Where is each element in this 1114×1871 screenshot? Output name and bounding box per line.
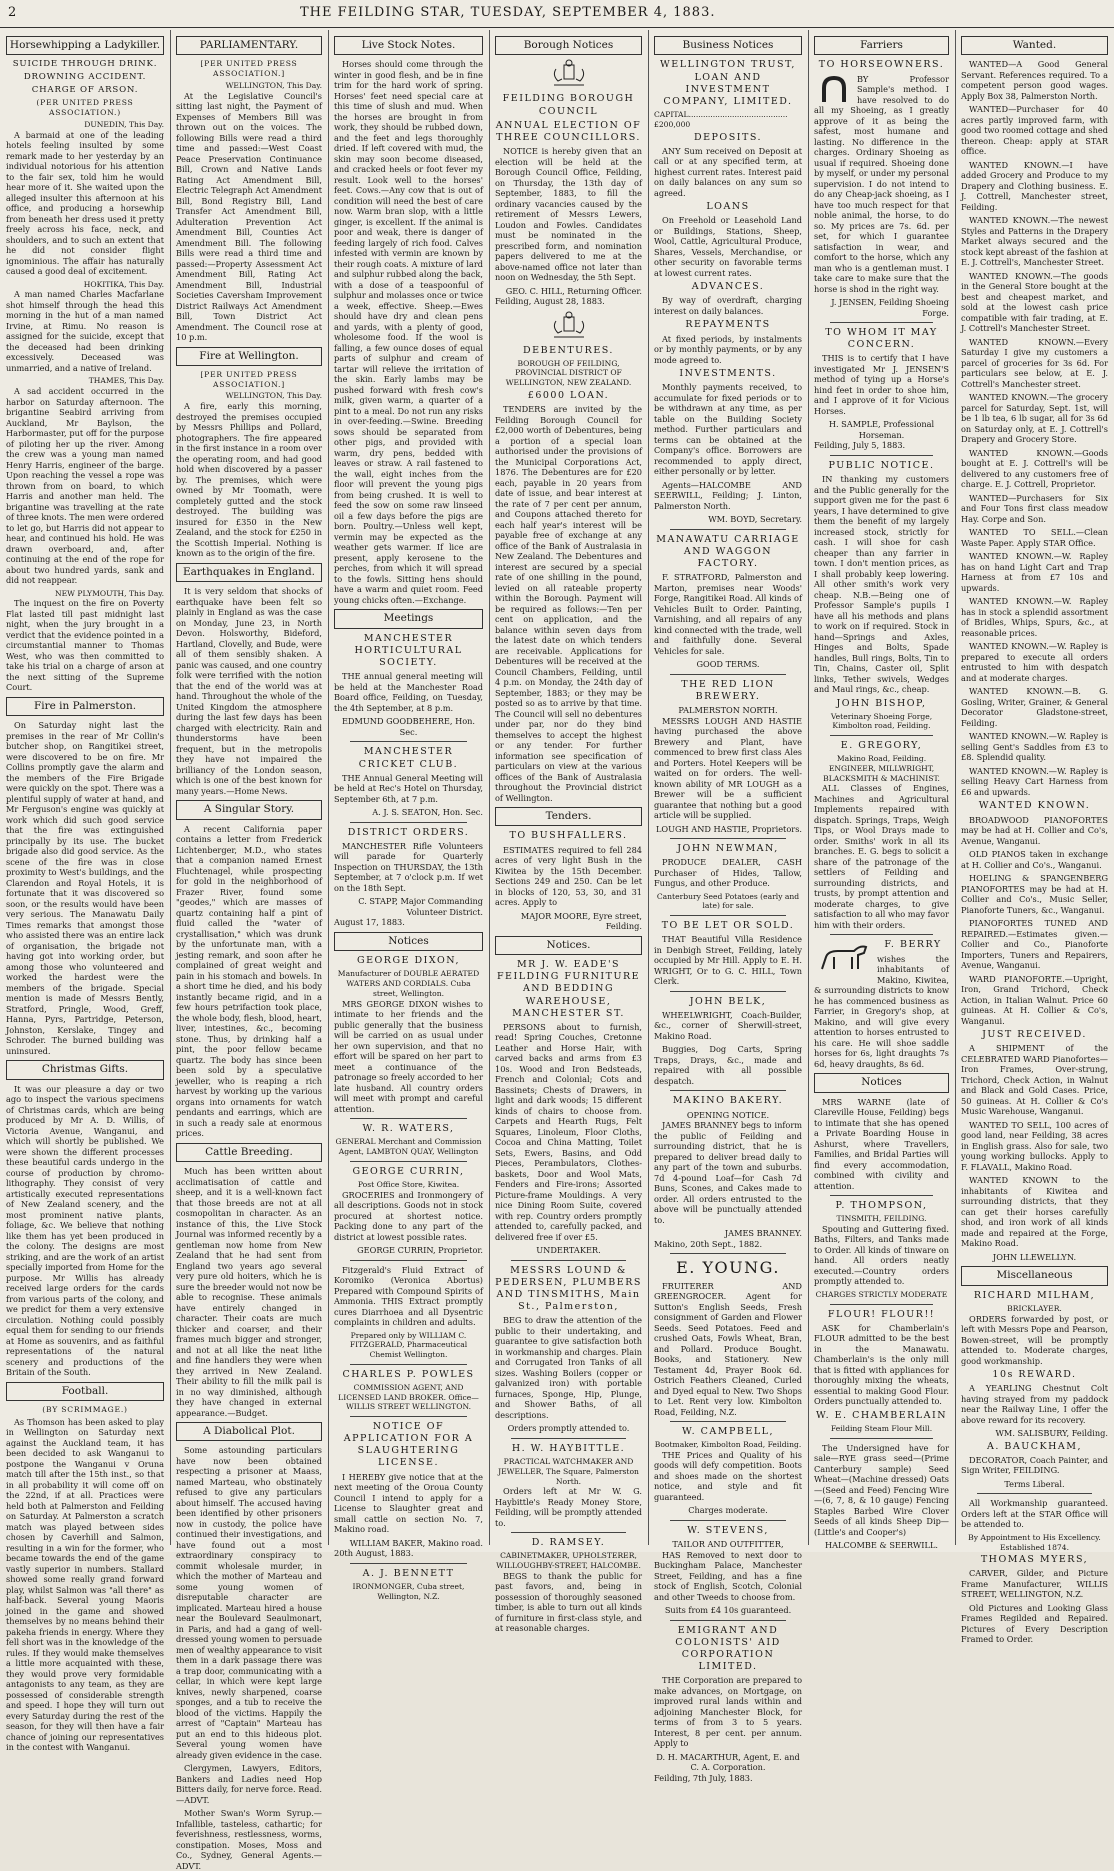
ad-text: THIS is to certify that I have investigated Mr J. JENSEN'S method of tying up a Horse's hind feet in order to shoe him, and I approve of it for Vicious Horses.	[814, 353, 949, 416]
ad-signature: C. STAPP, Major Commanding Volunteer District.	[358, 896, 483, 917]
ad-subtitle: GENERAL Merchant and Commission Agent, LAMBTON QUAY, Wellington	[335, 1137, 482, 1156]
masthead	[0, 0, 1114, 28]
ad-title: FEILDING BOROUGH COUNCIL	[502, 93, 635, 117]
ad-title: TO BE LET OR SOLD.	[661, 920, 795, 932]
ad-title: MANAWATU CARRIAGE AND WAGGON FACTORY.	[656, 533, 800, 570]
ad-footer: GOOD TERMS.	[696, 659, 760, 670]
ad-title: DEPOSITS.	[693, 131, 763, 143]
wanted-ad: WANTED—A Good General Servant. References required. To a competent person good wages. Apply Box 38, Palmerston North.	[961, 59, 1108, 101]
ad-title: P. THOMPSON,	[835, 1200, 928, 1212]
wanted-ad: WANTED KNOWN.—Every Saturday I give my customers a parcel of groceries for 3s 6d. For particulars see below, at E. J. Cottrell's Manchester street.	[961, 336, 1108, 389]
article-paragraph: A man named Charles Macfarlane shot himself through the head this morning in the hut of a man named Irvine, at Rimu. No reason is assigned for the suicide, except that the deceased had been drinking excessively. Deceased was unmarried, and a native of Ireland.	[6, 289, 164, 373]
ad-subtitle: BOROUGH OF FEILDING, PROVINCIAL DISTRICT OF WELLINGTON, NEW ZEALAND.	[505, 358, 632, 388]
headline-live-stock: Live Stock Notes.	[334, 36, 483, 55]
ad-title: W. CAMPBELL,	[682, 1426, 774, 1438]
headline-horsewhipping: Horsewhipping a Ladykiller.	[6, 36, 164, 55]
ad-title: ADVANCES.	[691, 281, 765, 293]
ad-subtitle: OPENING NOTICE.	[686, 1109, 770, 1120]
masthead-title: THE FEILDING STAR, TUESDAY, SEPTEMBER 4, 1883.	[300, 5, 716, 20]
ad-text: NOTICE is hereby given that an election will be held at the Borough Council Office, Feilding, on Thursday, the 13th day of September, 1883, to fill the ordinary vacancies caused by the retirement of Messrs Lewers, Loudon and Fowles. Candidates must be nominated in the prescribed form, and nomination papers delivered to me at the above-named office not later than noon on Wednesday, the 5th Sept.	[495, 146, 642, 283]
ad-text: THE Prices and Quality of his goods will defy competition. Boots and shoes made on the shortest notice, and style and fit guaranteed.	[654, 1449, 802, 1502]
ad-date: Feilding, August 28, 1883.	[495, 296, 605, 307]
dateline: WELLINGTON, This Day.	[225, 80, 322, 90]
ad-text: I HEREBY give notice that at the next meeting of the Oroua County Council I intend to apply for a License to Slaughter great and small cattle on section No. 7, Makino road.	[334, 1471, 483, 1535]
ad-signature: WILLIAM BAKER, Makino road.	[349, 1537, 483, 1548]
ad-text: ANY Sum received on Deposit at call or at any specified term, at highest current rates. Interest paid on daily balances on any sum so agreed.	[654, 145, 802, 198]
ad-title: GEORGE CURRIN,	[352, 1165, 465, 1177]
ad-text: PERSONS about to furnish, read! Spring Couches, Cretonne Leather and Horse Hair, with carved backs and arms from £3 10s. Wood and Iron Bedsteads, French and Colonial; Cots and Bassinets; Chests of Drawers, in light and dark woods; 15 different kinds of chairs to choose from. Carpets and Hearth Rugs, Felt Squares, Linoleum, Floor Cloths, Cocoa and China Matting, Toilet Sets, Ewers, Basins, and Odd Pieces, Perambulators, Clothes-baskets, Door and Wool Mats, Fenders and Fire-irons; Assorted Picture-frame Mouldings. A very nice Dining Room Suite, covered with rep. Country orders promptly attended to, carefully packed, and delivered free if over £5.	[495, 1021, 642, 1242]
ad-text: wishes the inhabitants of Makino, Kiwitea, & surrounding districts to know he has commenced business as Farrier, in Gregory's shop, at Makino, and will give every attention to horses entrusted to his care. He will shoe saddle horses for 6s, light draughts 7s 6d, heavy draughts, 8s 6d.	[814, 953, 949, 1069]
ad-title: W. R. WATERS,	[362, 1123, 455, 1135]
ad-title: D. RAMSEY.	[531, 1537, 606, 1549]
ad-text: F. STRATFORD, Palmerston and Marton, premises near Woods' Forge, Rangitikei Road. All kinds of Vehicles Built to Order. Painting, Varnishing, and all repairs of any kind connected with the trade, well and faithfully done. Several Vehicles for sale.	[654, 572, 802, 656]
article-paragraph: A sad accident occurred in the harbor on Saturday afternoon. The brigantine Seabird arriving from Auckland, Mr Baylson, the Harbormaster, put off for the purpose of piloting her up the river. Among the crew was a young man named Henry Harris, engineer of the barge. Upon reaching the vessel a rope was thrown from on board, to which Harris and another man held. The brigantine was travelling at the rate of three knots. The men were ordered to let go, but Harris did not appear to hear, and continued his hold. He was drawn overboard, and, after continuing at the end of the rope for about two hundred yards, sank and did not reappear.	[6, 386, 165, 586]
press-credit: [PER UNITED PRESS ASSOCIATION.]	[200, 59, 298, 79]
headline-fire-palmerston: Fire in Palmerston.	[6, 697, 164, 716]
column-5	[648, 32, 808, 1783]
headline-singular-story: A Singular Story.	[176, 800, 322, 819]
ad-capital: CAPITAL.........................................£200,000	[654, 110, 788, 129]
ad-text: THAT Beautiful Villa Residence in Denbigh Street, Feilding, lately occupied by Mr Hill. Apply to E. H. WRIGHT, Or to G. C. HILL, Town Clerk.	[654, 934, 802, 987]
section-notices: Notices	[334, 932, 483, 951]
ad-title: TO HORSEOWNERS.	[818, 59, 945, 71]
ad-subtitle: Makino Road, Feilding. ENGINEER, MILLWRIGHT, BLACKSMITH & MACHINIST.	[823, 754, 940, 783]
ad-title: H. W. HAYBITTLE.	[511, 1442, 626, 1454]
ad-text: A SHIPMENT of the CELEBRATED WARD Pianofortes—Iron Frames, Over-strung, Trichord, Check Action, in Walnut and Black and Gold Cases. Price, 50 guineas. At H. Collier & Co's Music Warehouse, Wanganui.	[961, 1043, 1108, 1117]
ad-text: BROADWOOD PIANOFORTES may be had at H. Collier and Co's, Avenue, Wanganui.	[961, 814, 1108, 846]
column-2	[170, 32, 328, 1871]
ad-subtitle: BRICKLAYER.	[1007, 1303, 1062, 1313]
ad-title: DISTRICT ORDERS.	[347, 826, 470, 838]
ad-title: PUBLIC NOTICE.	[828, 459, 935, 471]
ad-title: E. GREGORY,	[840, 740, 923, 752]
wanted-ad: WANTED—Purchasers for Six and Four Tons first class meadow Hay. Corpe and Son.	[961, 492, 1108, 524]
section-notices: Notices.	[495, 936, 642, 955]
section-tenders: Tenders.	[495, 807, 642, 826]
ad-title: REPAYMENTS	[685, 319, 771, 331]
ad-text: MANCHESTER Rifle Volunteers will parade for Quarterly Inspection on THURSDAY, the 13th September, at 7 o'clock p.m. If wet on the 18th Sept.	[334, 840, 483, 893]
ad-signature: H. SAMPLE, Professional Horseman.	[828, 419, 935, 440]
ad-subtitle: COMMISSION AGENT, AND LICENSED LAND BROKER. Office—WILLIS STREET WELLINGTON.	[338, 1382, 479, 1412]
ad-date: Makino, 20th Sept., 1882.	[654, 1238, 763, 1249]
byline: (BY SCRIMMAGE.)	[42, 1405, 128, 1415]
article-paragraph: A recent California paper contains a letter from Frederick Lichtenberger, M.D., who states that a companion named Ernest Fluchtenagel, while prospecting for gold in the neighborhood of Frazer River, found some "geodes," which are masses of quartz containing half a pint of fluid called the "water of crystallisation," which was drunk by the unfortunate man, with a jesting remark, and soon after he complained of great weight and pain in his stomach and bowels. In a short time he died, and his body instantly became rigid, and in a few hours petrifaction took place, the whole body, flesh, blood, heart, liver, intestines, &c., becoming stone. Thus, by drinking half a pint, the poor fellow became quartz. The body has since been been sold by a speculative jeweller, who is reaping a rich harvest by working up the various organs into ornaments for watch pendants and earrings, which are in such a ready sale at enormous prices.	[176, 823, 322, 1139]
ad-subtitle: UNDERTAKER.	[536, 1245, 601, 1256]
ad-title: WANTED KNOWN.	[978, 800, 1091, 812]
wanted-ad: WANTED KNOWN.—I have added Grocery and Produce to my Drapery and Clothing business. E. J. Cottrell, Manchester street, Feilding.	[961, 159, 1108, 212]
ad-title: FLOUR! FLOUR!!	[827, 1308, 936, 1320]
ad-text: BY Professor Sample's method. I have resolved to do all my Shoeing, as I greatly approve of it as being the safest, most humane and lasting. No difference in the charges. Ordinary Shoeing as usual if required. Shoeing done by myself, or under my personal supervision. I do not intend to do any Cheap-jack shoeing, as I have too much respect for that noble animal, the horse, to do so. My prices are 7s. 6d. per set, for which I guarantee satisfaction in wear, and comfort to the horse, which any man who is a gentleman must. I take care to make sure that the horse is shod in the right way.	[814, 73, 949, 294]
subhead: SUICIDE THROUGH DRINK.	[12, 59, 158, 70]
ad-subtitle: PALMERSTON NORTH.	[678, 705, 778, 716]
ad-text: WHEELWRIGHT, Coach-Builder, &c., corner of Sherwill-street, Makino Road.	[654, 1009, 802, 1041]
ad-footer: Orders promptly attended to.	[507, 1423, 630, 1434]
wanted-ad: WANTED KNOWN.—The goods in the General Store bought at the best and cheapest market, and sold at the lowest cash price compatible with fair trading, at E. J. Cottrell's Manchester Street.	[961, 270, 1108, 334]
ad-title: W. STEVENS,	[687, 1524, 769, 1536]
headline-diabolical-plot: A Diabolical Plot.	[176, 1422, 322, 1441]
ad-title: JOHN BELK,	[689, 995, 767, 1007]
ad-subtitle: Post Office Store, Kiwitea.	[357, 1179, 460, 1189]
ad-subtitle: PRACTICAL WATCHMAKER AND JEWELLER, The Square, Palmerston North.	[498, 1457, 639, 1486]
wanted-list	[961, 59, 1108, 797]
wanted-ad: WANTED TO SELL.—Clean Waste Paper. Apply STAR Office.	[961, 527, 1108, 548]
ad-title: JUST RECEIVED.	[982, 1029, 1087, 1041]
ad-signature: HALCOMBE & SEERWILL.	[824, 1540, 938, 1551]
ad-text: PIANOFORTES TUNED AND REPAIRED.—Estimates given.—Collier and Co., Pianoforte Importers, Tuners and Repairers, Avenue, Wanganui.	[961, 918, 1108, 971]
article-paragraph: A fire, early this morning, destroyed the premises occupied by Messrs Phillips and Pollard, photographers. The fire appeared in the first instance in a room over the operating room, and had good hold when discovered by a passer by. The premises, which were owned by Mr Toomath, were completely gutted and the stock destroyed. The building was insured for £350 in the New Zealand, and the stock for £250 in the Scottish Imperial. Nothing is known as to the origin of the fire.	[176, 401, 322, 559]
ad-text: OLD PIANOS taken in exchange at H. Collier and Co's., Wanganui.	[961, 849, 1108, 870]
ad-title: TO WHOM IT MAY CONCERN.	[825, 327, 938, 351]
subhead: DROWNING ACCIDENT.	[23, 72, 147, 83]
wanted-ad: WANTED KNOWN.—W. Rapley is prepared to execute all orders entrusted to him with despatch and at moderate charges.	[961, 641, 1108, 683]
ad-signature: WM. SALISBURY, Feilding.	[995, 1428, 1108, 1439]
ad-text: WARD PIANOFORTE.—Upright, Iron, Grand Trichord, Check Action, in Italian Walnut. Price 60 guineas. At H. Collier & Co's, Wanganui.	[961, 973, 1108, 1026]
ad-text: ASK for Chamberlain's FLOUR admitted to be the best in the Manawatu. Chamberlain's is the only mill that is fitted with appliances for thoroughly mixing the wheats, essential to making Good Flour. Orders punctually attended to.	[814, 1322, 949, 1407]
ad-title: WELLINGTON TRUST, LOAN AND INVESTMENT COMPANY, LIMITED.	[660, 59, 796, 107]
ad-text: IN thanking my customers and the Public generally for the support given me for the past 6 years, I have determined to give them the benefit of my largely increased stock, strictly for cash. I will shoe for cash cheaper than any farrier in town. I don't mention prices, as I shall probably keep lowering. All other smith's work very cheap. N.B.—Being one of Professor Sample's pupils I have all his methods and plans to work on if required. Stock in hand—Springs and Axles, Hinges and Bolts, Spade handles, Bull rings, Bolts, Tin to Tin, Chains, Caster oil, Split links, Tether swivels, Wedges and Maul rings, &c., cheap.	[814, 474, 949, 695]
section-miscellaneous: Miscellaneous	[961, 1266, 1108, 1285]
wanted-ad: WANTED KNOWN.—Goods bought at E. J. Cottrell's will be delivered to any customers free of charge. E. J. Cottrell, Proprietor.	[961, 447, 1108, 490]
ad-text: On Freehold or Leasehold Land or Buildings, Stations, Sheep, Wool, Cattle, Agricultural Produce, Shares, Vessels, Merchandise, or other security on favorable terms at lowest current rates.	[654, 215, 802, 278]
ad-text: Agents—HALCOMBE AND SEERWILL, Feilding; J. Linton, Palmerston North.	[654, 479, 802, 511]
article-paragraph: It is very seldom that shocks of earthquake have been felt so plainly in England as was the case on Monday, June 23, in North Devon. Holsworthy, Bideford, Hartland, Clovelly, and Bude, were all of them sensibly shaken. A panic was caused, and one country folk were terrified with the notion that the end of the world was at hand. Throughout the whole of the United Kingdom the atmosphere during the last few days has been charged with electricity. Rain and thunderstorms have been frequent, but in the metropolis they have not impaired the brilliancy of the London season, which is one of the best known for many years.—Home News.	[176, 586, 322, 796]
ad-text: THE Corporation are prepared to make advances, on Mortgage, on improved rural lands within and adjoining Manchester Block, for terms of from 3 to 5 years. Interest, 8 per cent. per annum. Apply to	[654, 1675, 802, 1749]
ad-text: GROCERIES and Ironmongery of all descriptions. Goods not in stock procured at shortest notice. Packing done to any part of the district at lowest possible rates.	[334, 1189, 483, 1242]
section-wanted: Wanted.	[961, 36, 1108, 55]
ad-title: A. BAUCKHAM,	[986, 1440, 1082, 1452]
ad-text: THE annual general meeting will be held at the Manchester Road Board office, Feilding, on Tuesday, the 4th September, at 8 p.m.	[334, 671, 483, 713]
article-paragraph: Horses should come through the winter in good flesh, and be in fine trim for the hard work of spring. Horses' feet need special care at this time of slush and mud. When the horses are brought in from work, they should be rubbed down, and the feet and legs thoroughly dried. If left covered with mud, the skin may soon become diseased, and cracked heels or foot fever my result. Look well to the horses' feet. Cows.—Any cow that is out of condition will need the best of care now. Warm bran slop, with a little ginger, is excellent. If the animal is poor and weak, there is danger of feeding largely of rich food. Calves infested with vermin are known by their rough coats. A mixture of lard and sulphur rubbed along the back, with a dose of a teaspoonful of sulphur and molasses once or twice a week, effective. Sheep.—Ewes should have dry and clean pens and yards, with a plenty of good, wholesome food. If the wool is falling, a few ounce doses of equal parts of sulphur and cream of tartar will relieve the irritation of the skin. Early lambs may be pushed forward with fresh cow's milk, given warm, a quarter of a pint to a meal. Do not run any risks in over-feeding.—Swine. Breeding sows should be separated from other pigs, and provided with warm, dry pens, bedded with leaves or straw. A rail fastened to the wall, eight inches from the floor will prevent the young pigs from being crushed. It is well to feed the sow on some raw linseed oil a few days before the pigs are born. Poultry.—Unless well kept, vermin may be expected as the weather gets warmer. If lice are present, apply kerosene to the perches, from which it will spread to the fowls. Sitting hens should have a warm and quiet room. Feed young chicks often.—Exchange.	[334, 59, 483, 605]
horseshoe-icon	[814, 74, 854, 104]
ad-text: THE Annual General Meeting will be held at Rec's Hotel on Thursday, September 6th, at 7 p.m.	[334, 772, 483, 804]
ad-text: Spouting and Guttering fixed. Baths, Filters, and Tanks made to Order. All kinds of tinware on hand. All orders neatly executed.—Country orders promptly attended to.	[814, 1223, 949, 1287]
article-paragraph: On Saturday night last the premises in the rear of Mr Collin's butcher shop, on Rangitikei street, were discovered to be on fire. Mr Collins promptly gave the alarm and the members of the Fire Brigade were quickly on the spot. There was a plentiful supply of water at hand, and Mr Ferguson's engine was quickly at work which did such good service that the fire was extinguished principally by its use. The bucket brigade also did good service. As the scene of the fire was in close proximity to West's buildings, and the Clarendon and Royal Hotels, it is fortunate that it was discovered so soon, or the results would have been very serious. The Manawatu Daily Times remarks that amongst those who assisted there was an entire lack of organisation, the brigade not having got into working order, but among those who volunteered and worked the hardest were the members of the brigade. Special mention is made of Messrs Bently, Stratford, Pringle, Wood, Greff, Hanna, Pyrs, Partridge, Peterson, Johnston, Kerslake, Tingey and Schroder. The burned building was uninsured.	[6, 720, 164, 1056]
ad-text: Fitzgerald's Fluid Extract of Koromiko (Veronica Abortus) Prepared with Compound Spirits of Ammonia. THIS Extract promptly cures Diarrhoea and all Dysentric complaints in children and adults.	[334, 1264, 483, 1328]
ad-signature: LOUGH AND HASTIE, Proprietors.	[655, 823, 802, 834]
ad-signature: JOHN LLEWELLYN.	[992, 1251, 1077, 1262]
article-paragraph: The inquest on the fire on Poverty Flat lasted till past midnight last night, when the jury brought in a verdict that the evidence pointed in a circumstantial manner to Thomas West, who was then committed to take his trial on a charge of arson at the next sitting of the Supreme Court.	[6, 598, 164, 693]
ad-subtitle: TINSMITH, FEILDING.	[836, 1214, 927, 1224]
ad-subtitle: Veterinary Shoeing Forge, Kimbolton road, Feilding.	[830, 711, 933, 731]
coat-of-arms-icon	[546, 59, 592, 89]
ad-title: E. YOUNG.	[676, 1258, 780, 1278]
press-credit: [PER UNITED PRESS ASSOCIATION.]	[200, 370, 298, 389]
headline-christmas-gifts: Christmas Gifts.	[6, 1060, 164, 1079]
ad-title: F. BERRY	[884, 939, 942, 951]
advert-line: Clergymen, Lawyers, Editors, Bankers and Ladies need Hop Bitters daily, for nerve force. Read.—ADVT.	[176, 1763, 322, 1805]
wanted-ad: WANTED—Purchaser for 40 acres partly improved farm, with good two roomed cottage and shed thereon. Cheap: apply at STAR office.	[961, 104, 1108, 157]
ad-text: Orders left at Mr W. G. Haybittle's Ready Money Store, Feilding, will be promptly attended to.	[495, 1486, 642, 1528]
wanted-ad: WANTED KNOWN.—W. Rapley is selling Heavy Cart Harness from £6 and upwards.	[961, 765, 1108, 797]
ad-title: A. J. BENNETT	[362, 1567, 455, 1579]
ad-title: MR J. W. EADE'S FEILDING FURNITURE AND BEDDING WAREHOUSE, MANCHESTER ST.	[496, 959, 641, 1019]
ad-text: The Undersigned have for sale—RYE grass seed—(Prime Canterbury sample) Seed Wheat—(Machine dressed) Oats—(Seed and Feed) Fencing Wire—(6, 7, 8, & 10 gauge) Fencing Staples Barbed Wire Clover Seeds of all kinds Sheep Dip—(Little's and Cooper's)	[814, 1442, 949, 1537]
ad-text: BEGS to thank the public for past favors, and, being in possession of thoroughly seasoned timber, is able to turn out all kinds of furniture in first-class style, and at reasonable charges.	[495, 1570, 642, 1634]
ad-date: August 17, 1883.	[334, 917, 405, 928]
ad-text: A YEARLING Chestnut Colt having strayed from my paddock near the Railway Line, I offer the above reward for its recovery.	[961, 1383, 1108, 1425]
ad-text: Old Pictures and Looking Glass Frames Regilded and Repaired. Pictures of Every Description Framed to Order.	[961, 1602, 1108, 1645]
ad-text: JAMES BRANNEY begs to inform the public of Feilding and surrounding district, that he is prepared to deliver bread daily to any part of the town and suburbs. 7d 4-pound Loaf—for Cash 7d Buns, Scones, and Cakes made to order. All orders entrusted to the above will be punctually attended to.	[654, 1120, 802, 1225]
ad-title: ANNUAL ELECTION OF THREE COUNCILLORS.	[495, 119, 642, 143]
ad-title: GEORGE DIXON,	[357, 955, 460, 967]
article-paragraph: Some astounding particulars have now been obtained respecting a prisoner at Maass, named Marteau, who obstinately refused to give any particulars about himself. The accused having been identified by other prisoners now in custody, the police have continued their investigations, and have found out a most extraordinary conspiracy to commit wholesale murder, in which the mother of Marteau and some young women of disreputable character are implicated. Marteau hired a house near the Boulevard Seaulmonart, in Paris, and had a gang of well-dressed young women to persuade men of wealthy appearance to visit them in a dark passage there was a trap door, communicating with a cellar, in which were kept large knives, newly sharpened, coarse sponges, and a tub to receive the blood of the victims. Happily the arrest of "Captain" Marteau has put an end to this hideous plot. Several young women have already given evidence in the case.	[176, 1445, 322, 1760]
ad-text: MRS WARNE (late of Clareville House, Feilding) begs to intimate that she has opened a Private Boarding House in Ashurst, where Travellers, Families, and Bridal Parties will find every accommodation, combined with civility and attention.	[814, 1096, 949, 1191]
ad-text: MESSRS LOUGH AND HASTIE having purchased the above Brewery and Plant, have commenced to brew first class Ales and Porters. Hotel Keepers will be waited on for orders. The well-known ability of MR LOUGH as a Brewer will be a sufficient guarantee that nothing but a good article will be supplied.	[654, 715, 802, 821]
column-1	[0, 32, 170, 1753]
ad-subtitle: Bootmaker, Kimbolton Road, Feilding.	[654, 1440, 802, 1450]
wanted-ad: WANTED KNOWN.—W. Rapley has on hand Light Cart and Trap Harness at from £7 10s and upwards.	[961, 551, 1108, 593]
ad-title: W. E. CHAMBERLAIN	[815, 1409, 948, 1421]
ad-text: FRUITERER AND GREENGROCER. Agent for Sutton's English Seeds, Fresh consignment of Garden and Flower Seeds. Seed Potatoes. Feed and crushed Oats, Fowls Wheat, Bran, and Pollard. Produce Bought. Books, and Stationery. New Testament 4d, Prayer Book 6d. Ostrich Feathers Cleaned, Curled and Dyed equal to New. Two Shops to Let. Rent very low. Kimbolton Road, Feilding, N.Z.	[654, 1280, 802, 1417]
ad-signature: J. JENSEN, Feilding Shoeing Forge.	[831, 297, 949, 318]
ad-title: MESSRS LOUND & PEDERSEN, PLUMBERS AND TINSMITHS, Main St., Palmerston,	[495, 1264, 642, 1313]
ad-subtitle: By Appointment to His Excellency. Established 1874.	[968, 1532, 1101, 1552]
ad-signature: MAJOR MOORE, Eyre street, Feilding.	[520, 910, 642, 932]
headline-parliamentary: PARLIAMENTARY.	[176, 36, 322, 55]
press-credit: (PER UNITED PRESS ASSOCIATION.)	[36, 98, 134, 118]
ad-text: Monthly payments received, to accumulate for fixed periods or to be withdrawn at any time, as per table on the Building Society method. Further particulars and terms can be obtained at the Company's office. Borrowers are recommended to apply direct, either personally or by letter.	[654, 382, 802, 477]
wanted-ad: WANTED KNOWN.—The newest Styles and Patterns in the Drapery Market always secured and the stock kept abreast of the fashion at E. J. Cottrell's, Manchester Street.	[961, 215, 1108, 268]
ad-title: £6000 LOAN.	[527, 389, 610, 401]
dateline: DUNEDIN, This Day.	[84, 119, 164, 129]
ad-date: 20th August, 1883.	[334, 1548, 414, 1559]
column-7	[955, 32, 1114, 1645]
section-meetings: Meetings	[334, 609, 483, 628]
ad-text: HAS Removed to next door to Buckingham Palace, Manchester Street, Feilding, and has a fine stock of English, Scotch, Colonial and other Tweeds to choose from.	[654, 1549, 802, 1602]
dateline: THAMES, This Day.	[88, 376, 164, 386]
ad-signature: GEORGE CURRIN, Proprietor.	[357, 1245, 483, 1256]
ad-subtitle: IRONMONGER, Cuba street, Wellington, N.Z.	[352, 1581, 465, 1601]
ad-text: By way of overdraft, charging interest on daily balances.	[654, 295, 802, 316]
wanted-ad: WANTED KNOWN.—B. G. Gosling, Writer, Grainer, & General Decorator Gladstone-street, Feilding.	[961, 686, 1108, 728]
ad-title: CHARLES P. POWLES	[342, 1368, 475, 1380]
ad-subtitle: CABINETMAKER, UPHOLSTERER, WILLOUGHBY-STREET, HALCOMBE.	[496, 1551, 641, 1571]
ad-date: Feilding, July 5, 1883.	[814, 440, 906, 451]
ad-title: LOANS	[706, 201, 750, 213]
article-paragraph: Much has been written about acclimatisation of cattle and sheep, and it is a well-known fact that those breeds are not at all cosmopolitan in character. As an instance of this, the Live Stock Journal was informed recently by a gentleman now home from New Zealand that he had sent from England two years ago several very pure old hoiters, which he is sure the breeder would not now be able to recognise. These animals have entirely changed in character. Their coats are much thicker and coarser, and their frames much bigger and stronger, and not at all like the neat lithe and fine handlers they were when they arrived in New Zealand. Their ability to fill the milk pail is in no way diminished, although they have changed in external appearance.—Budget.	[176, 1166, 322, 1418]
ad-text: MRS GEORGE DIXON wishes to intimate to her friends and the public generally that the business will be carried on as usual under her own supervision, and that no effort will be spared on her part to meet a continuance of the patronage so freely accorded to her late husband. All country orders will meet with prompt and careful attention.	[334, 998, 483, 1114]
ad-text: PRODUCE DEALER, CASH Purchaser of Hides, Tallow, Fungus, and other Produce.	[654, 857, 802, 889]
ad-title: JOHN BISHOP,	[836, 697, 927, 709]
ad-title: TO BUSHFALLERS.	[509, 830, 628, 842]
ad-text: WANTED TO SELL, 100 acres of good land, near Feilding, 38 acres in English grass. Also for sale, two young working bullocks. Apply to F. FLAVALL, Makino Road.	[961, 1119, 1108, 1172]
ad-signature: A. J. S. SEATON, Hon. Sec.	[372, 807, 483, 818]
page-number: 2	[8, 5, 18, 20]
ad-signature: EDMUND GOODBEHERE, Hon. Sec.	[341, 716, 476, 737]
ad-text: ESTIMATES required to fell 284 acres of very light Bush in the Kiwitea by the 15th December. Sections 249 and 250. Can be let in blocks of 120, 53, 30, and 31 acres. Apply to	[495, 844, 642, 908]
ad-signature: GEO. C. HILL, Returning Officer.	[505, 285, 642, 296]
headline-earthquakes: Earthquakes in England.	[176, 563, 322, 582]
column-3	[328, 32, 489, 1601]
ad-text: At fixed periods, by instalments or by monthly payments, or by any mode agreed to.	[654, 333, 802, 365]
ad-footer: Terms Liberal.	[1004, 1478, 1065, 1489]
ad-footer: Charges moderate.	[688, 1505, 768, 1516]
ad-text: ORDERS forwarded by post, or left with Messrs Pope and Pearson, Bowen-street, will be promptly attended to. Moderate charges, good workmanship.	[961, 1313, 1108, 1366]
ad-text: CARVER, Gilder, and Picture Frame Manufacturer, WILLIS STREET, WELLINGTON, N.Z.	[961, 1568, 1108, 1600]
ad-text: BEG to draw the attention of the public to their undertaking, and guarantee to give satisfaction both in workmanship and charges. Plain and Corrugated Iron Tanks of all sizes. Washing Boilers (copper or galvanized iron) with portable furnaces, Sponge, Hip, Plunge, and Shower Baths, of all descriptions.	[495, 1315, 642, 1420]
dateline: NEW PLYMOUTH, This Day.	[54, 588, 164, 598]
ad-footer: Canterbury Seed Potatoes (early and late) for sale.	[656, 891, 800, 911]
ad-subtitle: Feilding Steam Flour Mill.	[830, 1423, 933, 1433]
wanted-ad: WANTED KNOWN.—W. Rapley is selling Gent's Saddles from £3 to £8. Splendid quality.	[961, 731, 1108, 763]
ad-title: DEBENTURES.	[523, 344, 614, 356]
ad-signature: WM. BOYD, Secretary.	[708, 514, 802, 525]
wanted-ad: WANTED KNOWN.—W. Rapley has in stock a splendid assortment of Bridles, Whips, Spurs, &c., at reasonable prices.	[961, 596, 1108, 638]
headline-football: Football.	[6, 1382, 164, 1401]
ad-subtitle: TAILOR AND OUTFITTER,	[672, 1539, 784, 1550]
ad-title: INVESTMENTS.	[679, 368, 777, 380]
ad-text: ALL Classes of Engines, Machines and Agricultural Implements repaired with dispatch. Springs, Traps, Weigh Tips, or Wool Drays made to order. Smiths' work in all its branches. E. G. begs to solicit a share of the patronage of the settlers of Feilding and surrounding districts, and trusts, by prompt attention and moderate charges, to give satisfaction to all who may favor him with their orders.	[814, 783, 950, 930]
ad-text: All Workmanship guaranteed. Orders left at the STAR Office will be attended to.	[961, 1498, 1108, 1530]
headline-cattle-breeding: Cattle Breeding.	[176, 1143, 322, 1162]
ad-footer: Suits from £4 10s guaranteed.	[664, 1605, 792, 1616]
ad-title: THOMAS MYERS,	[980, 1554, 1089, 1566]
column-4	[489, 32, 648, 1634]
coat-of-arms-icon	[546, 311, 592, 341]
ad-text: DECORATOR, Coach Painter, and Sign Writer, FEILDING.	[961, 1454, 1108, 1476]
ad-title: RICHARD MILHAM,	[973, 1289, 1096, 1301]
ad-text: Buggies, Dog Carts, Spring Traps, Drays, &c., made and repaired with all possible despatch.	[654, 1044, 802, 1086]
ad-title: MANCHESTER HORTICULTURAL SOCIETY.	[354, 632, 463, 669]
dateline: WELLINGTON, This Day.	[225, 391, 322, 401]
ad-signature: D. H. MACARTHUR, Agent, E. and C. A. Corporation.	[656, 1751, 800, 1773]
ad-date: Feilding, 7th July, 1883.	[654, 1772, 753, 1783]
wanted-ad: WANTED KNOWN.—The grocery parcel for Saturday, Sept. 1st, will be 1 lb tea, 6 lb sugar, all for 3s 6d on Saturday only, at E. J. Cottrell's Drapery and Grocery Store.	[961, 392, 1108, 445]
horse-illustration-icon	[814, 939, 874, 975]
headline-fire-wellington: Fire at Wellington.	[176, 347, 322, 366]
article-paragraph: As Thomson has been asked to play in Wellington on Saturday next against the Auckland team, it has been decided to ask Wanganui to postpone the Wanganui v Oruna match till after the 15th inst., so that in all probability it will come off on the 22nd, if at all. Practices were held both at Palmerston and Feilding on Saturday. At Palmerston a scratch match was played between sides chosen by Caverhill and Salmon, resulting in a win for the former, who became towards the end of the game vastly superior in numbers. Stallard showed some really grand forward play, whilst Salmon was "all there" as half-back. Several young Maoris joined in the game and showed themselves by no means behind their pakeha friends in energy. Where they fell short was in the knowledge of the rules. If they would make themselves a little more acquainted with these, they would prove very formidable antagonists to any team, as they are possessed of considerable strength and speed. I hope they will turn out every Saturday during the rest of the season, for they will then have a fair chance of joining our representatives in the contest with Wanganui.	[6, 1416, 164, 1753]
section-farriers: Farriers	[814, 36, 949, 55]
ad-text: WANTED KNOWN to the inhabitants of Kiwitea and surrounding districts, that they can get their horses carefully shod, and iron work of all kinds made and repaired at the Forge, Makino Road.	[961, 1175, 1108, 1249]
article-paragraph: A barmaid at one of the leading hotels feeling insulted by some remark made to her yesterday by an individual notorious for his attention to the fair sex, told him he would hear more of it. She waited upon the alleged insulter this afternoon at his office, and producing a horsewhip from beneath her dress used it pretty freely across his face, neck, and shoulders, and to such an extent that he did not consider flight ignominious. The affair has naturally caused a good deal of excitement.	[6, 129, 164, 277]
ad-subtitle: Manufacturer of DOUBLE AERATED WATERS AND CORDIALS. Cuba street, Wellington.	[337, 969, 480, 998]
ad-title: MANCHESTER CRICKET CLUB.	[358, 746, 459, 770]
ad-title: MAKINO BAKERY.	[672, 1095, 784, 1107]
advert-line: Mother Swan's Worm Syrup.—Infallible, tasteless, cathartic; for feverishness, restlessness, worms, constipation. Moses, Moss and Co., Sydney, General Agents.—ADVT.	[176, 1808, 322, 1871]
article-paragraph: It was our pleasure a day or two ago to inspect the various specimens of Christmas cards, which are being produced by Mr A. D. Willis, of Victoria Avenue, Wanganui, and which will shortly be published. We were shown the different processes these beautiful cards undergo in the course of production by chromo-lithography. They consist of very artistically executed representations of New Zealand scenery, and the most prominent native plants, foliage, &c. We believe that nothing like them has yet been produced in the colony. The designs are most striking, and are the work of an artist specially imported from Home for the purpose. Mr Willis has already received large orders for the cards from various parts of the colony, and we predict for them a very extensive circulation. Nothing could possibly equal them for sending to our friends at Home as souvenirs, and as faithful representations of the natural scenery and productions of the Britain of the South.	[6, 1083, 164, 1378]
ad-title: THE RED LION BREWERY.	[681, 678, 775, 702]
dateline: HOKITIKA, This Day.	[83, 279, 164, 289]
ad-title: JOHN NEWMAN,	[677, 843, 779, 855]
ad-text: HOELING & SPANGENBERG PIANOFORTES may be had at H. Collier and Co's., Music Seller, Pianoforte Tuners, &c., Wanganui.	[961, 873, 1108, 915]
ad-text: TENDERS are invited by the Feilding Borough Council for £2,000 worth of Debentures, being a portion of a special loan authorised under the provisions of the Municipal Corporations Act, 1876. The Debentures are for £20 each, payable in 20 years from date of issue, and bear interest at the rate of 7 per cent per annum, and Coupons attached thereto for each half year's interest will be payable free of exchange at any office of the Bank of Australasia in New Zealand. The Debentures and interest are secured by a special rate of one shilling in the pound, levied on all rateable property within the Borough. Payment will be required as follows:—Ten per cent on application, and the balance within seven days from the latest date on which tenders are receivable. Applications for Debentures will be received at the Council Chambers, Feilding, until 4 p.m. on Monday, the 24th day of September, 1883; or they may be posted so as to arrive by that time. The Council will sell no debentures under par, nor do they bind themselves to accept the highest or any tender. For further information see specification of particulars on view at the various offices of the Bank of Australasia throughout the Provincial district of Wellington.	[495, 404, 642, 803]
ad-title: 10s REWARD.	[992, 1369, 1077, 1381]
subhead: CHARGE OF ARSON.	[31, 85, 139, 96]
ad-signature: Prepared only by WILLIAM C. FITZGERALD, Pharmaceutical Chemist Wellington.	[349, 1330, 468, 1359]
article-paragraph: At the Legislative Council's sitting last night, the Payment of Expenses of Members Bill was thrown out on the voices. The following Bills were read a third time and passed:—West Coast Peace Preservation Continuance Bill, Crown and Native Lands Rating Act Amendment Bill, Electric Telegraph Act Amendment Bill, Bond Registry Bill, Land Transfer Act Amendment Bill, Adulteration Prevention Act Amendment Bill, Counties Act Amendment Bill. The following Bills were read a third time and passed:—Property Assessment Act Amendment Bill, Rating Act Amendment Bill, Industrial Societies Caversham Improvement District Railways Act Amendment Bill, Town District Act Amendment. The Council rose at 10 p.m.	[176, 90, 322, 343]
section-borough-notices: Borough Notices	[495, 36, 642, 55]
section-business-notices: Business Notices	[654, 36, 802, 55]
ad-title: EMIGRANT AND COLONISTS' AID CORPORATION LIMITED.	[675, 1624, 781, 1673]
section-notices: Notices	[814, 1073, 949, 1092]
ad-title: NOTICE OF APPLICATION FOR A SLAUGHTERING LICENSE.	[343, 1421, 474, 1469]
ad-signature: JAMES BRANNEY.	[724, 1228, 802, 1239]
column-6	[808, 32, 955, 1551]
ad-footer: CHARGES STRICTLY MODERATE	[815, 1289, 948, 1299]
